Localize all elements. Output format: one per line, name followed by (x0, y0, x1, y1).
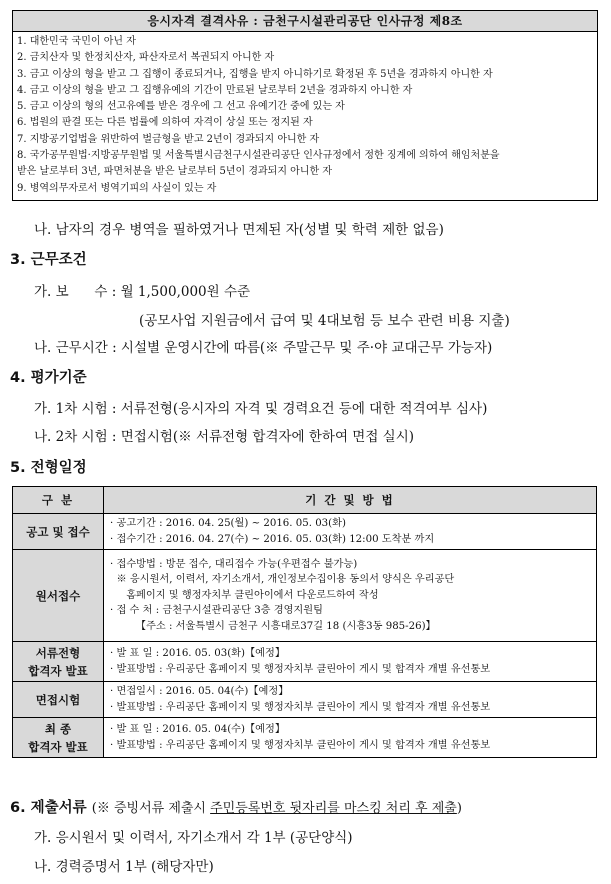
schedule-detail-line: · 면접일시 : 2016. 05. 04(수)【예정】 (110, 686, 289, 697)
schedule-category: 공고 및 접수 (13, 514, 104, 550)
schedule-detail-line: · 접수기간 : 2016. 04. 27(수) ~ 2016. 05. 03(화) 12:00 도착분 까지 (110, 533, 435, 545)
schedule-table (12, 486, 597, 758)
section6-note (92, 801, 462, 816)
schedule-row (13, 718, 597, 758)
schedule-row (13, 682, 597, 718)
disqualification-item: 6. 법원의 판결 또는 다른 법률에 의하여 자격이 상실 또는 정지된 자 (17, 117, 313, 129)
pay-value: 월 1,500,000원 수준 (120, 284, 251, 300)
schedule-header-row (13, 487, 597, 514)
schedule-category: 면접시험 (13, 682, 104, 718)
schedule-category: 최 종 합격자 발표 (13, 718, 104, 758)
pay-note: (공모사업 지원금에서 급여 및 4대보험 등 보수 관련 비용 지출) (139, 313, 510, 329)
disqualification-item: 7. 지방공기업법을 위반하여 벌금형을 받고 2년이 경과되지 아니한 자 (17, 133, 320, 145)
disqualification-item: 4. 금고 이상의 형을 받고 그 집행유예의 기간이 만료된 날로부터 2년을 경과하지 아니한 자 (17, 84, 413, 96)
header-detail: 기 간 및 방 법 (104, 487, 597, 514)
schedule-detail (104, 642, 597, 682)
disqualification-item: 2. 금치산자 및 한정치산자, 파산자로서 복권되지 아니한 자 (17, 52, 275, 64)
schedule-detail-line: 홈페이지 및 행정자치부 클린아이에서 다운로드하여 작성 (110, 589, 379, 601)
schedule-detail-line: · 접수방법 : 방문 접수, 대리접수 가능(우편접수 불가능) (110, 558, 358, 570)
disqualification-item: 9. 병역의무자로서 병역기피의 사실이 있는 자 (17, 182, 217, 194)
doc-item-b: 나. 경력증명서 1부 (해당자만) (34, 859, 214, 875)
schedule-detail (104, 550, 597, 642)
header-category: 구 분 (13, 487, 104, 514)
pay-line (34, 280, 250, 300)
schedule-category: 서류전형 합격자 발표 (13, 642, 104, 682)
section6-title-text: 6. 제출서류 (10, 800, 87, 816)
schedule-detail-line: ※ 응시원서, 이력서, 자기소개서, 개인정보수집이용 동의서 양식은 우리공단 (110, 574, 455, 586)
disqualification-box (12, 10, 598, 201)
section5-title (10, 456, 87, 477)
disqualification-item: 1. 대한민국 국민이 아닌 자 (17, 36, 136, 47)
schedule-detail-line: · 접 수 처 : 금천구시설관리공단 3층 경영지원팀 (110, 605, 323, 617)
schedule-row (13, 642, 597, 682)
first-exam: 가. 1차 시험 : 서류전형(응시자의 자격 및 경력요건 등에 대한 적격여부 심사) (34, 401, 488, 417)
section4-title (10, 366, 87, 387)
schedule-detail-line: · 발표방법 : 우리공단 홈페이지 및 행정자치부 클린아이 게시 및 합격자 개별 유선통보 (110, 739, 491, 751)
section6-title (10, 796, 462, 817)
disqualification-title: 응시자격 결격사유 : 금천구시설관리공단 인사규정 제8조 (13, 11, 597, 32)
disqualification-item: 8. 국가공무원법·지방공무원법 및 서울특별시금천구시설관리공단 인사규정에서 정한 징계에 의하여 해임처분을 (17, 150, 500, 162)
disqualification-item: 5. 금고 이상의 형의 선고유예를 받은 경우에 그 선고 유예기간 중에 있는 자 (17, 101, 345, 113)
schedule-detail (104, 682, 597, 718)
schedule-row (13, 514, 597, 550)
schedule-detail-line: · 발표방법 : 우리공단 홈페이지 및 행정자치부 클린아이 게시 및 합격자 개별 유선통보 (110, 663, 491, 675)
schedule-row (13, 550, 597, 642)
doc-item-a: 가. 응시원서 및 이력서, 자기소개서 각 1부 (공단양식) (34, 830, 353, 846)
pay-label: 가. 보 수 : (34, 284, 117, 300)
schedule-category: 원서접수 (13, 550, 104, 642)
note-underlined: 주민등록번호 뒷자리를 마스킹 처리 후 제출 (210, 801, 457, 816)
military-requirement: 나. 남자의 경우 병역을 필하였거나 면제된 자(성별 및 학력 제한 없음) (34, 222, 444, 238)
note-suffix: ) (456, 801, 462, 816)
schedule-detail-line: 【주소 : 서울특별시 금천구 시흥대로37길 18 (시흥3동 985-26)】 (110, 620, 436, 632)
section3-title (10, 248, 87, 269)
second-exam: 나. 2차 시험 : 면접시험(※ 서류전형 합격자에 한하여 면접 실시) (34, 429, 415, 445)
schedule-detail-line: · 발 표 일 : 2016. 05. 03(화)【예정】 (110, 648, 286, 659)
work-hours: 나. 근무시간 : 시설별 운영시간에 따름(※ 주말근무 및 주·야 교대근무 가능자) (34, 340, 493, 356)
disqualification-item: 3. 금고 이상의 형을 받고 그 집행이 종료되거나, 집행을 받지 아니하기로 확정된 후 5년을 경과하지 아니한 자 (17, 68, 493, 80)
section5-title-text: 5. 전형일정 (10, 460, 87, 476)
schedule-detail-line: · 발 표 일 : 2016. 05. 04(수)【예정】 (110, 724, 286, 735)
disqualification-item: 받은 날로부터 3년, 파면처분을 받은 날로부터 5년이 경과되지 아니한 자 (17, 166, 332, 178)
schedule-detail-line: · 발표방법 : 우리공단 홈페이지 및 행정자치부 클린아이 게시 및 합격자 개별 유선통보 (110, 701, 491, 713)
schedule-detail-line: · 공고기간 : 2016. 04. 25(월) ~ 2016. 05. 03(화) (110, 518, 346, 529)
section4-title-text: 4. 평가기준 (10, 370, 87, 386)
schedule-detail (104, 514, 597, 550)
schedule-detail (104, 718, 597, 758)
note-prefix: (※ 증빙서류 제출시 (91, 801, 211, 816)
section3-title-text: 3. 근무조건 (10, 252, 87, 268)
disqualification-list (13, 32, 597, 200)
